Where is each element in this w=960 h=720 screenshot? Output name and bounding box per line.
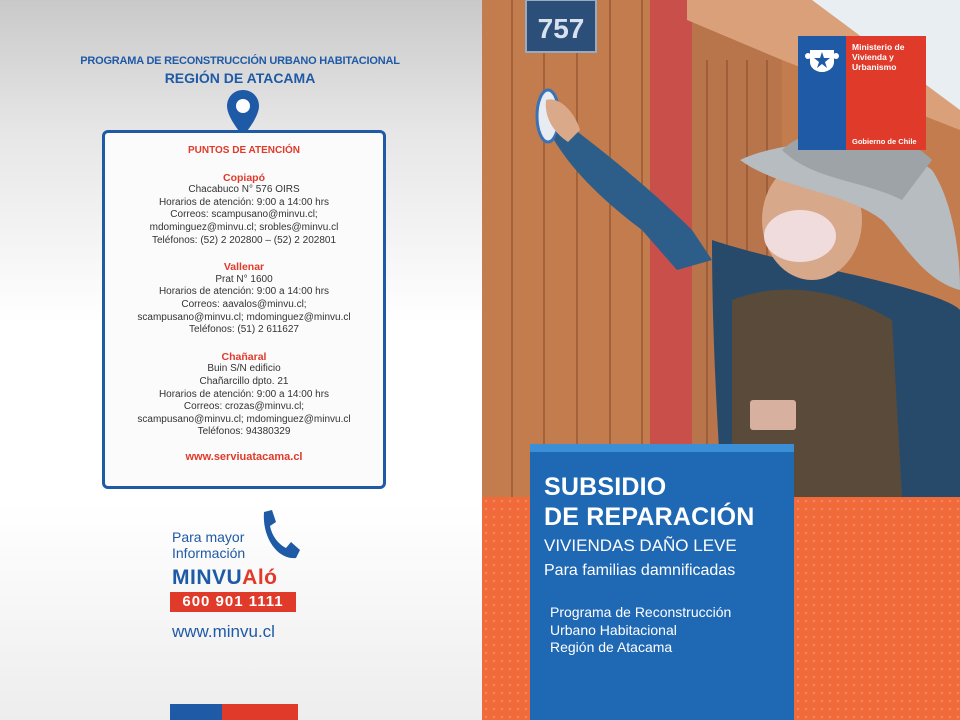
program-title: PROGRAMA DE RECONSTRUCCIÓN URBANO HABITACIONAL	[80, 55, 400, 67]
office-line: Teléfonos: (52) 2 202800 – (52) 2 202801	[151, 234, 337, 246]
minvu-website-link[interactable]: www.minvu.cl	[172, 622, 275, 641]
coat-of-arms-icon	[804, 44, 840, 74]
more-info-line1: Para mayor	[172, 529, 245, 545]
government-label: Gobierno de Chile	[852, 137, 917, 146]
office-city-copiapo: Copiapó	[223, 171, 265, 184]
card-top-strip	[530, 444, 794, 452]
service-points-title: PUNTOS DE ATENCIÓN	[187, 145, 301, 156]
program-description	[550, 604, 731, 657]
office-line: mdominguez@minvu.cl; srobles@minvu.cl	[149, 221, 339, 233]
office-city-vallenar: Vallenar	[223, 261, 265, 274]
flag-red	[222, 704, 298, 720]
office-line: Correos: aavalos@minvu.cl;	[181, 298, 307, 310]
brand-alo: Aló	[242, 566, 278, 589]
office-line: Correos: scampusano@minvu.cl;	[170, 209, 318, 221]
flag-blue	[170, 704, 222, 720]
tagline: Para familias damnificadas	[544, 562, 736, 579]
subtitle: VIVIENDAS DAÑO LEVE	[544, 536, 737, 555]
title-card	[530, 444, 794, 720]
service-points-box	[102, 130, 386, 489]
phone-number[interactable]: 600 901 1111	[170, 592, 296, 612]
office-city-chanaral: Chañaral	[221, 350, 267, 363]
house-number: 757	[537, 13, 585, 44]
phone-icon	[256, 508, 300, 560]
office-line: Horarios de atención: 9:00 a 14:00 hrs	[158, 388, 330, 400]
program-line: Región de Atacama	[550, 639, 673, 655]
office-line: Chacabuco N° 576 OIRS	[188, 184, 300, 196]
office-line: scampusano@minvu.cl; mdominguez@minvu.cl	[137, 311, 351, 323]
ministry-logo	[798, 36, 926, 150]
main-title-line1: SUBSIDIO	[544, 473, 667, 501]
main-title-line2: DE REPARACIÓN	[544, 503, 755, 531]
office-line: Buin S/N edificio	[207, 363, 281, 375]
office-line: Correos: crozas@minvu.cl;	[183, 401, 305, 413]
office-line: Horarios de atención: 9:00 a 14:00 hrs	[158, 196, 330, 208]
ministry-line: Vivienda y	[852, 52, 894, 62]
brand-minvu: MINVU	[172, 566, 243, 589]
office-line: Chañarcillo dpto. 21	[199, 375, 289, 387]
program-line: Urbano Habitacional	[550, 621, 677, 638]
office-line: Prat N° 1600	[215, 273, 273, 285]
program-line: Programa de Reconstrucción	[550, 604, 732, 620]
region-title: REGIÓN DE ATACAMA	[164, 70, 316, 86]
chile-flag-strip	[170, 704, 298, 720]
more-info-label	[172, 529, 245, 561]
ministry-line: Ministerio de	[852, 42, 905, 52]
office-line: Horarios de atención: 9:00 a 14:00 hrs	[158, 286, 330, 298]
more-info-line2: Información	[172, 545, 246, 561]
serviu-website-link[interactable]: www.serviuatacama.cl	[185, 450, 303, 463]
ministry-line: Urbanismo	[852, 62, 897, 72]
office-line: Teléfonos: (51) 2 611627	[189, 324, 299, 336]
office-line: Teléfonos: 94380329	[197, 426, 291, 438]
main-title	[544, 472, 755, 532]
office-line: scampusano@minvu.cl; mdominguez@minvu.cl	[137, 413, 351, 425]
minvu-alo-brand	[172, 566, 278, 590]
ministry-name	[852, 42, 904, 72]
